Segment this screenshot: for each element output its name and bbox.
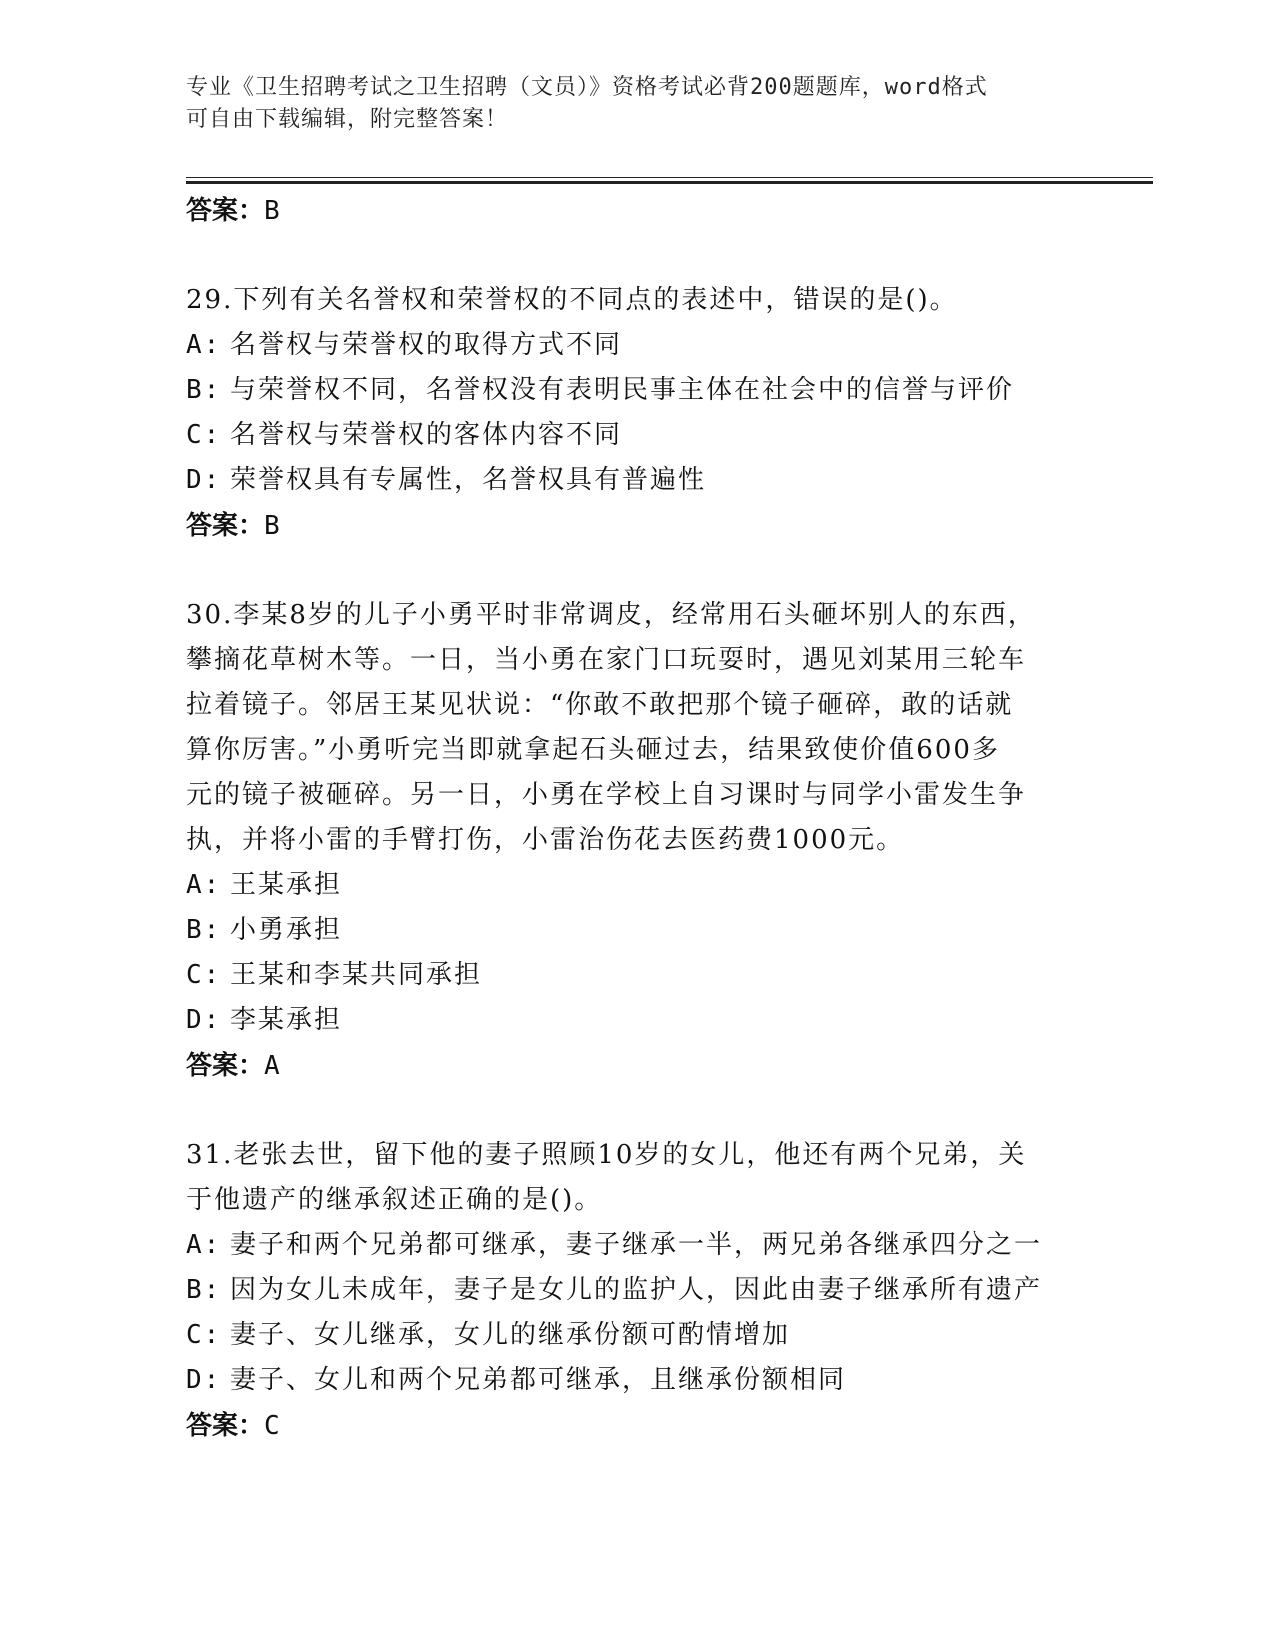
answer-label: 答案： [186, 196, 265, 226]
header-divider-thin [186, 177, 1153, 178]
option-text: 与荣誉权不同，名誉权没有表明民事主体在社会中的信誉与评价 [230, 375, 1015, 405]
option-text: 妻子、女儿继承，女儿的继承份额可酌情增加 [230, 1320, 791, 1350]
option-key: D: [186, 1365, 222, 1395]
answer-label: 答案： [186, 1411, 265, 1441]
option-a [186, 1223, 1086, 1268]
question-line: 30.李某8岁的儿子小勇平时非常调皮，经常用石头砸坏别人的东西， [186, 600, 1036, 630]
previous-answer [186, 188, 1086, 234]
option-c [186, 413, 1086, 458]
option-key: C: [186, 960, 222, 990]
question-line: 算你厉害。”小勇听完当即就拿起石头砸过去，结果致使价值600多 [186, 735, 1000, 765]
option-key: C: [186, 1320, 222, 1350]
option-text: 王某承担 [230, 870, 343, 900]
question-answer [186, 1403, 1086, 1449]
option-text: 妻子、女儿和两个兄弟都可继承，且继承份额相同 [230, 1365, 847, 1395]
option-text: 王某和李某共同承担 [230, 960, 483, 990]
answer-value: B [264, 196, 280, 226]
option-b [186, 368, 1086, 413]
option-b [186, 908, 1086, 953]
question-line: 元的镜子被砸碎。另一日，小勇在学校上自习课时与同学小雷发生争 [186, 780, 1027, 810]
option-d [186, 998, 1086, 1043]
option-d [186, 458, 1086, 503]
question-line: 拉着镜子。邻居王某见状说：“你敢不敢把那个镜子砸碎，敢的话就 [186, 690, 1014, 720]
header-line-2: 可自由下载编辑，附完整答案！ [186, 107, 509, 132]
option-key: A: [186, 330, 222, 360]
question-line: 31.老张去世，留下他的妻子照顾10岁的女儿，他还有两个兄弟，关 [186, 1140, 1027, 1170]
option-text: 妻子和两个兄弟都可继承，妻子继承一半，两兄弟各继承四分之一 [230, 1230, 1043, 1260]
option-d [186, 1358, 1086, 1403]
option-text: 荣誉权具有专属性，名誉权具有普遍性 [230, 465, 707, 495]
header-line-1: 专业《卫生招聘考试之卫生招聘（文员）》资格考试必背200题题库，word格式 [186, 75, 988, 100]
option-b [186, 1268, 1086, 1313]
answer-value: C [264, 1411, 280, 1441]
option-key: B: [186, 375, 222, 405]
option-a [186, 323, 1086, 368]
question-list [186, 188, 1086, 1449]
answer-value: A [264, 1051, 280, 1081]
question-line: 29.下列有关名誉权和荣誉权的不同点的表述中，错误的是()。 [186, 285, 958, 315]
option-text: 小勇承担 [230, 915, 343, 945]
question-text [186, 278, 1086, 323]
option-c [186, 1313, 1086, 1358]
option-a [186, 863, 1086, 908]
option-text: 因为女儿未成年，妻子是女儿的监护人，因此由妻子继承所有遗产 [230, 1275, 1043, 1305]
document-header [186, 72, 1066, 136]
question-answer [186, 503, 1086, 549]
option-text: 名誉权与荣誉权的客体内容不同 [230, 420, 623, 450]
option-key: A: [186, 870, 222, 900]
option-key: A: [186, 1230, 222, 1260]
question-answer [186, 1043, 1086, 1089]
question-30 [186, 593, 1086, 1089]
question-text [186, 1133, 1086, 1223]
question-line: 攀摘花草树木等。一日，当小勇在家门口玩耍时，遇见刘某用三轮车 [186, 645, 1027, 675]
answer-label: 答案： [186, 511, 265, 541]
question-line: 执，并将小雷的手臂打伤，小雷治伤花去医药费1000元。 [186, 825, 905, 855]
option-key: B: [186, 1275, 222, 1305]
question-text [186, 593, 1086, 863]
header-divider-thick [186, 181, 1153, 184]
option-text: 李某承担 [230, 1005, 343, 1035]
option-key: B: [186, 915, 222, 945]
option-text: 名誉权与荣誉权的取得方式不同 [230, 330, 623, 360]
option-key: D: [186, 1005, 222, 1035]
question-31 [186, 1133, 1086, 1449]
question-line: 于他遗产的继承叙述正确的是()。 [186, 1185, 603, 1215]
answer-label: 答案： [186, 1051, 265, 1081]
answer-value: B [264, 511, 280, 541]
option-c [186, 953, 1086, 998]
option-key: D: [186, 465, 222, 495]
question-29 [186, 278, 1086, 549]
option-key: C: [186, 420, 222, 450]
